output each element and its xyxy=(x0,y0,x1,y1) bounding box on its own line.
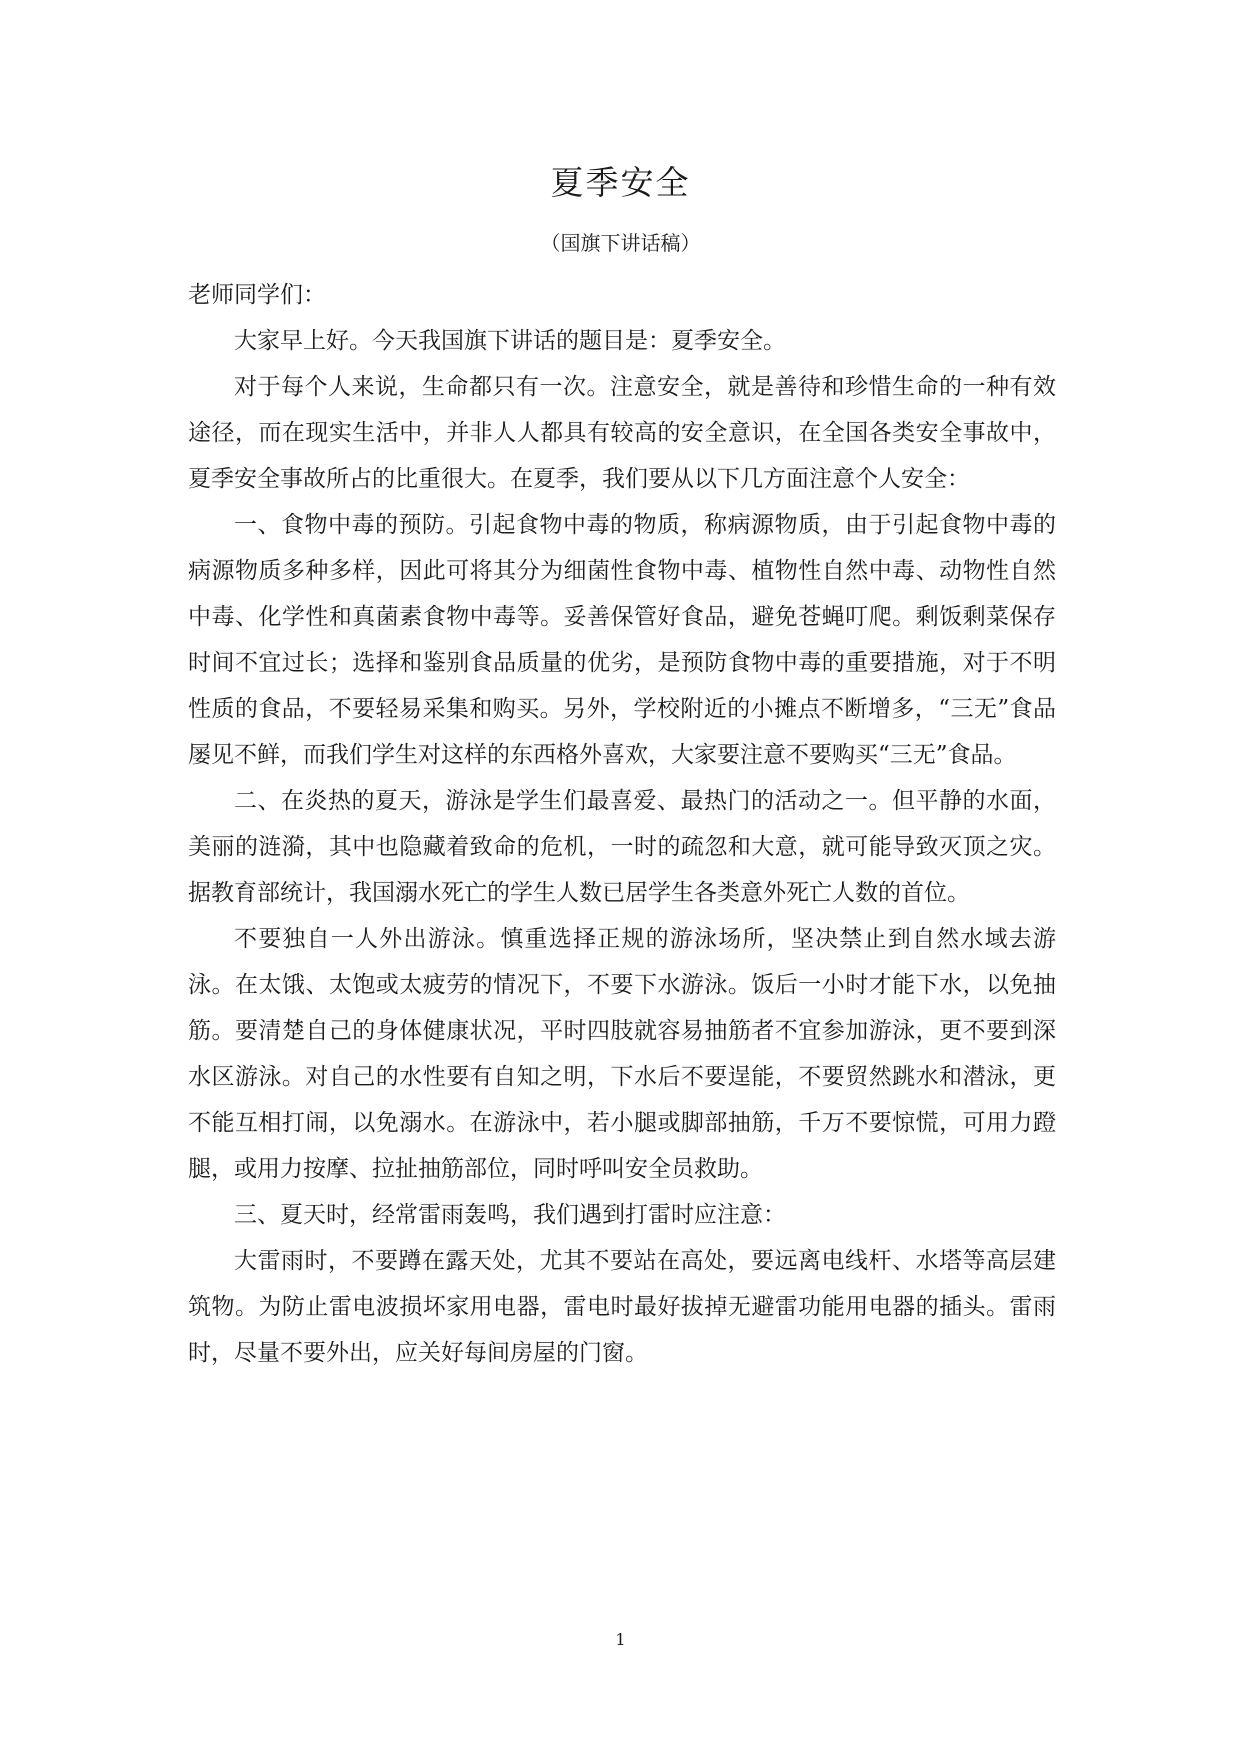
document-title: 夏季安全 xyxy=(550,163,691,202)
salutation: 老师同学们： xyxy=(188,282,326,308)
paragraph-swimming-tips: 不要独自一人外出游泳。慎重选择正规的游泳场所，坚决禁止到自然水域去游泳。在太饿、太饱或太疲劳的情况下，不要下水游泳。饭后一小时才能下水，以免抽筋。要清楚自己的身体健康状况，平时四肢就容易抽筋者不宜参加游泳，更不要到深水区游泳。对自己的水性要有自知之明，下水后不要逞能，不要贸然跳水和潜泳，更不能互相打闹，以免溺水。在游泳中，若小腿或脚部抽筋，千万不要惊慌，可用力蹬腿，或用力按摩、拉扯抽筋部位，同时呼叫安全员救助。 xyxy=(188,926,1056,1182)
paragraph-thunder-tips: 大雷雨时，不要蹲在露天处，尤其不要站在高处，要远离电线杆、水塔等高层建筑物。为防止雷电波损坏家用电器，雷电时最好拔掉无避雷功能用电器的插头。雷雨时，尽量不要外出，应关好每间房屋的门窗。 xyxy=(188,1248,1056,1366)
paragraph-swimming: 二、在炎热的夏天，游泳是学生们最喜爱、最热门的活动之一。但平静的水面，美丽的涟漪，其中也隐藏着致命的危机，一时的疏忽和大意，就可能导致灭顶之灾。据教育部统计，我国溺水死亡的学生人数已居学生各类意外死亡人数的首位。 xyxy=(188,788,1056,906)
paragraph-thunder: 三、夏天时，经常雷雨轰鸣，我们遇到打雷时应注意： xyxy=(234,1202,786,1228)
paragraph-food-poisoning: 一、食物中毒的预防。引起食物中毒的物质，称病源物质，由于引起食物中毒的病源物质多种多样，因此可将其分为细菌性食物中毒、植物性自然中毒、动物性自然中毒、化学性和真菌素食物中毒等。妥善保管好食品，避免苍蝇叮爬。剩饭剩菜保存时间不宜过长；选择和鉴别食品质量的优劣，是预防食物中毒的重要措施，对于不明性质的食品，不要轻易采集和购买。另外，学校附近的小摊点不断增多，“三无”食品屡见不鲜，而我们学生对这样的东西格外喜欢，大家要注意不要购买“三无”食品。 xyxy=(188,512,1056,768)
document-subtitle: （国旗下讲话稿） xyxy=(540,231,701,255)
paragraph-greeting: 大家早上好。今天我国旗下讲话的题目是：夏季安全。 xyxy=(234,328,786,354)
paragraph-intro: 对于每个人来说，生命都只有一次。注意安全，就是善待和珍惜生命的一种有效途径，而在现实生活中，并非人人都具有较高的安全意识，在全国各类安全事故中，夏季安全事故所占的比重很大。在夏季，我们要从以下几方面注意个人安全： xyxy=(188,374,1056,492)
page-number: 1 xyxy=(615,1630,626,1649)
document-body xyxy=(188,272,1056,1376)
